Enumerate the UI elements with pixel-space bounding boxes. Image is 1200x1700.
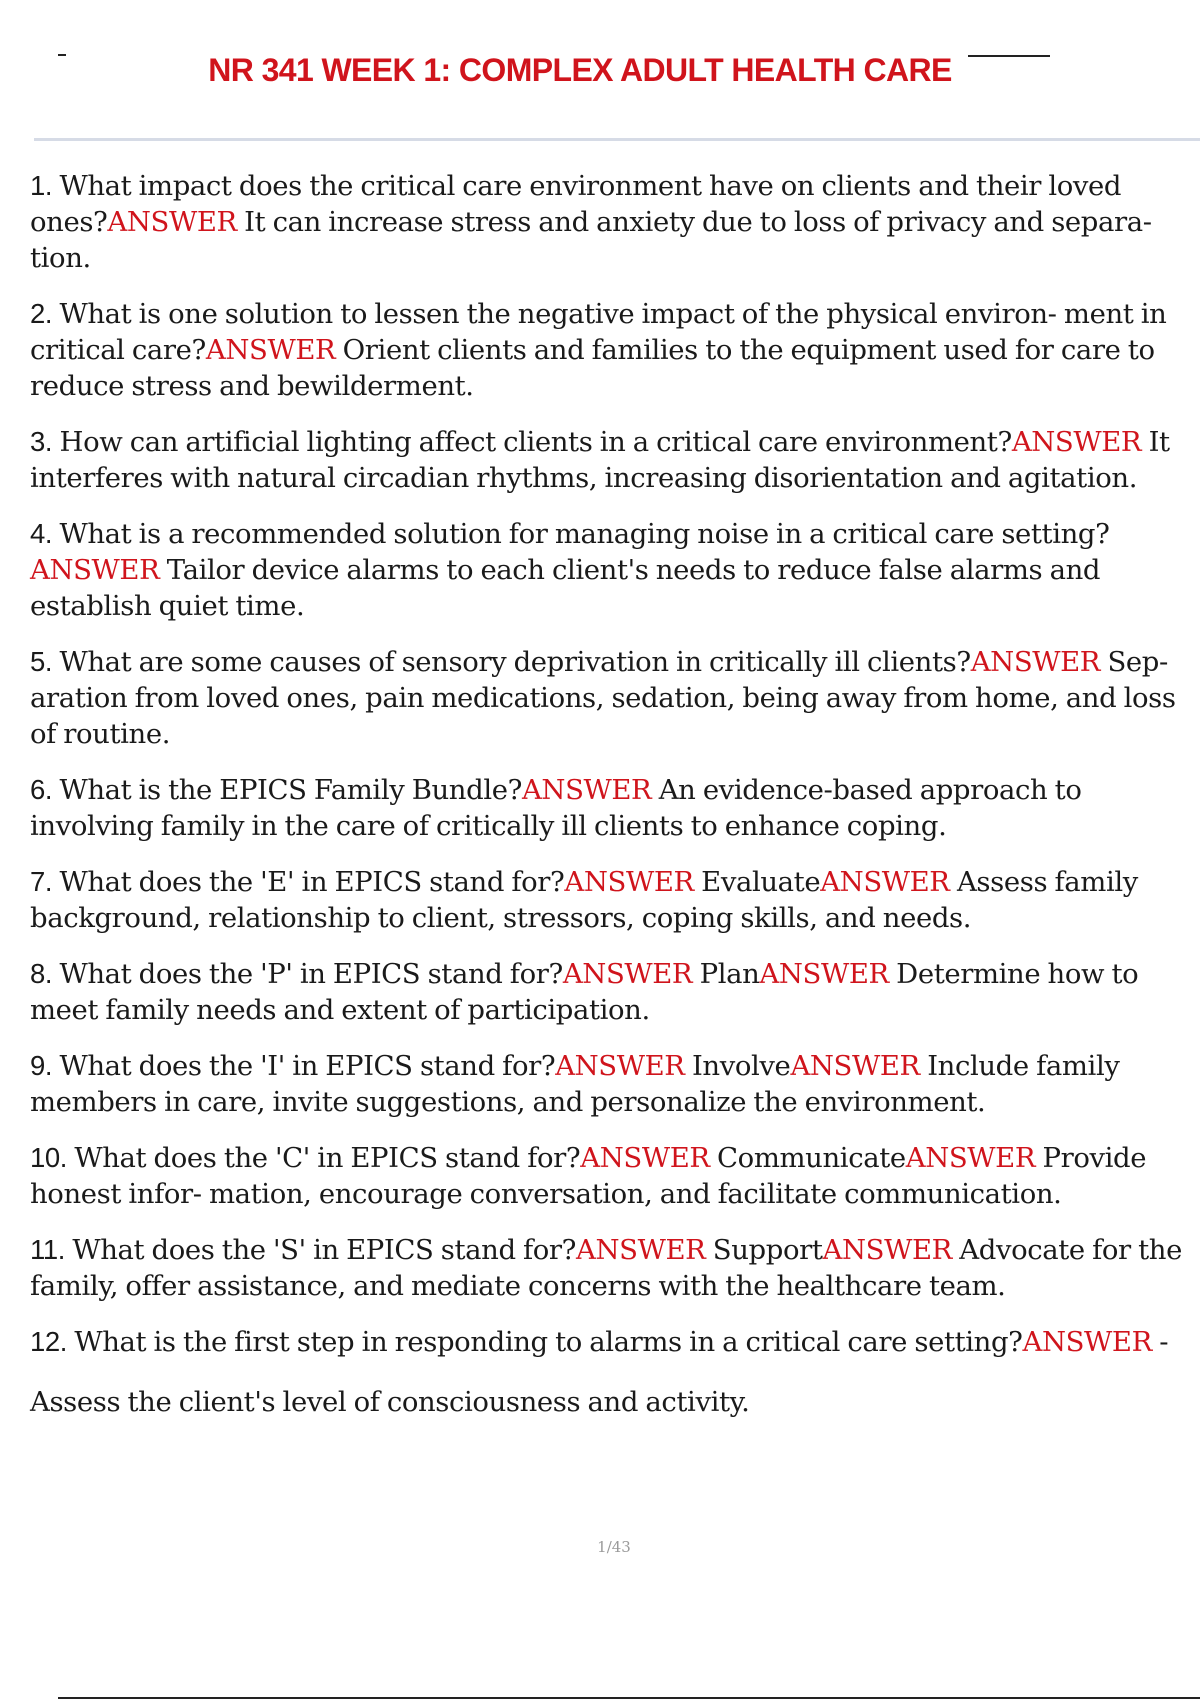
- question-number: 10.: [30, 1142, 68, 1173]
- answer-text: Orient clients and families to the equipment used for care to reduce stress and bewilderment.: [30, 334, 1155, 402]
- qa-item-10: [30, 1140, 1192, 1212]
- qa-item-7: [30, 864, 1192, 936]
- answer-label: ANSWER: [30, 554, 160, 586]
- question-number: 9.: [30, 1050, 53, 1081]
- question-text: What is one solution to lessen the negative impact of the physical environ- ment in critical care?: [30, 298, 1167, 366]
- question-text: What does the 'P' in EPICS stand for?: [52, 958, 563, 990]
- answer-text: Sep- aration from loved ones, pain medications, sedation, being away from home, and loss of routine.: [30, 646, 1176, 750]
- answer-term: Involve: [684, 1050, 791, 1082]
- qa-item-5: [30, 644, 1192, 752]
- answer-label: ANSWER: [521, 774, 652, 806]
- answer-label: ANSWER: [970, 646, 1101, 678]
- answer-label: ANSWER: [1011, 426, 1142, 458]
- qa-list: [30, 168, 1192, 1420]
- qa-item-9: [30, 1048, 1192, 1120]
- answer-label: ANSWER: [790, 1050, 920, 1082]
- qa-item-8: [30, 956, 1192, 1028]
- question-number: 8.: [30, 958, 53, 989]
- question-number: 7.: [30, 866, 53, 897]
- question-text: How can artificial lighting affect clients in a critical care environment?: [52, 426, 1012, 458]
- question-number: 5.: [30, 646, 53, 677]
- question-text: What is the EPICS Family Bundle?: [52, 774, 522, 806]
- qa-item-6: [30, 772, 1192, 844]
- answer-term: Plan: [692, 958, 760, 990]
- answer-label: ANSWER: [1022, 1326, 1152, 1358]
- answer-label: ANSWER: [576, 1234, 706, 1266]
- answer-label: ANSWER: [205, 334, 336, 366]
- answer-label: ANSWER: [555, 1050, 685, 1082]
- answer-text: Determine how to meet family needs and extent of participation.: [30, 958, 1139, 1026]
- answer-label: ANSWER: [759, 958, 889, 990]
- answer-text: Tailor device alarms to each client's needs to reduce false alarms and establish quiet time.: [30, 554, 1101, 622]
- answer-text: Provide honest infor- mation, encourage conversation, and facilitate communication.: [30, 1142, 1147, 1210]
- question-number: 1.: [30, 170, 53, 201]
- answer-term: Evaluate: [693, 866, 821, 898]
- answer-text: It can increase stress and anxiety due to loss of privacy and separa- tion.: [30, 206, 1152, 274]
- qa-item-4: [30, 516, 1192, 624]
- footer-rule: [58, 1697, 1200, 1699]
- question-text: What impact does the critical care environment have on clients and their loved ones?: [30, 170, 1122, 238]
- question-text: What does the 'C' in EPICS stand for?: [67, 1142, 581, 1174]
- page-title: NR 341 WEEK 1: COMPLEX ADULT HEALTH CARE: [208, 52, 952, 88]
- answer-label: ANSWER: [107, 206, 237, 238]
- qa-item-1: [30, 168, 1192, 276]
- question-text: What are some causes of sensory deprivation in critically ill clients?: [52, 646, 971, 678]
- answer-dash: -: [1151, 1326, 1169, 1358]
- answer-term: Communicate: [709, 1142, 906, 1174]
- question-number: 4.: [30, 518, 53, 549]
- page-indicator: 1/43: [597, 1538, 631, 1556]
- answer-label: ANSWER: [822, 1234, 952, 1266]
- answer-text: An evidence-based approach to involving family in the care of critically ill clients to enhance coping.: [30, 774, 1082, 842]
- answer-term: Support: [705, 1234, 823, 1266]
- question-text: What does the 'I' in EPICS stand for?: [52, 1050, 556, 1082]
- question-number: 11.: [30, 1234, 65, 1265]
- answer-text: Assess family background, relationship to client, stressors, coping skills, and needs.: [30, 866, 1138, 934]
- question-text: What is the first step in responding to alarms in a critical care setting?: [67, 1326, 1023, 1358]
- question-number: 3.: [30, 426, 53, 457]
- question-text: What is a recommended solution for managing noise in a critical care setting?: [52, 518, 1110, 550]
- question-number: 12.: [30, 1326, 68, 1357]
- answer-text: Include family members in care, invite suggestions, and personalize the environment.: [30, 1050, 1120, 1118]
- question-number: 6.: [30, 774, 53, 805]
- question-number: 2.: [30, 298, 53, 329]
- answer-text: It interferes with natural circadian rhythms, increasing disorientation and agitation.: [30, 426, 1170, 494]
- answer-label: ANSWER: [905, 1142, 1036, 1174]
- qa-item-2: [30, 296, 1192, 404]
- question-text: What does the 'S' in EPICS stand for?: [65, 1234, 577, 1266]
- qa-item-11: [30, 1232, 1192, 1304]
- header-divider: [34, 138, 1200, 141]
- qa-item-3: [30, 424, 1192, 496]
- qa-item-12: [30, 1324, 1192, 1420]
- question-text: What does the 'E' in EPICS stand for?: [52, 866, 565, 898]
- answer-label: ANSWER: [564, 866, 694, 898]
- answer-label: ANSWER: [820, 866, 950, 898]
- header-right-rule: [968, 55, 1050, 57]
- answer-text: Advocate for the family, offer assistance, and mediate concerns with the healthcare team.: [30, 1234, 1182, 1302]
- answer-label: ANSWER: [580, 1142, 710, 1174]
- answer-label: ANSWER: [562, 958, 693, 990]
- answer-text: Assess the client's level of consciousness and activity.: [30, 1386, 750, 1418]
